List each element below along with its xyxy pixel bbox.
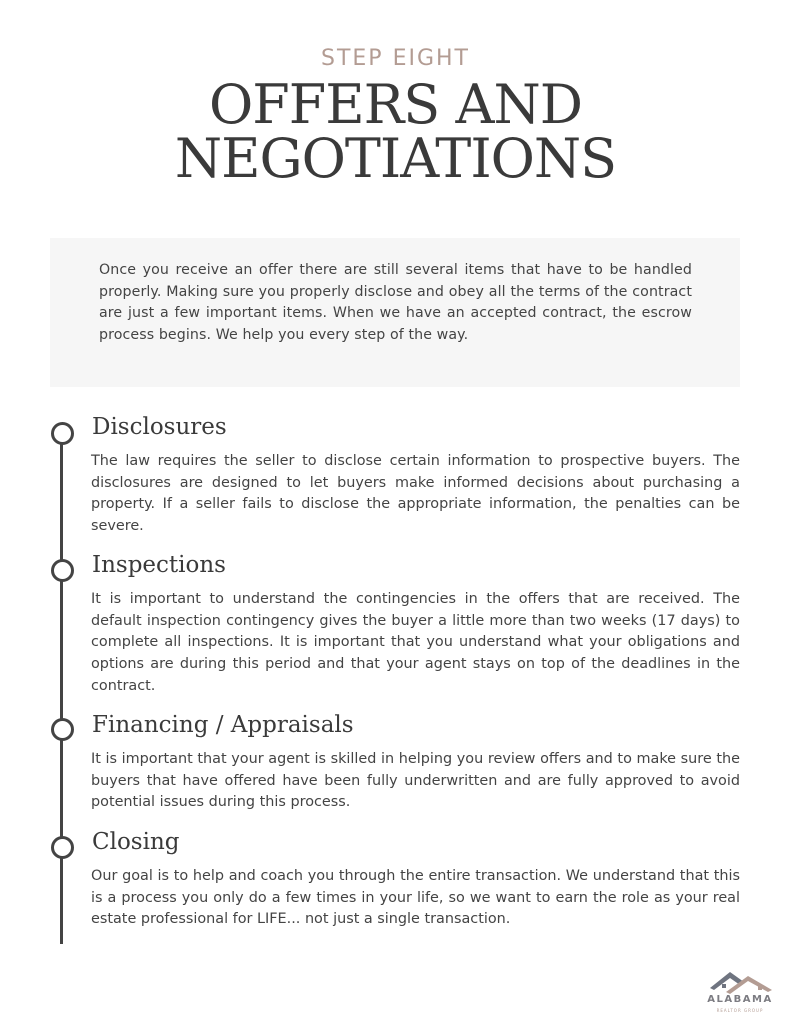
- timeline-node-icon: [51, 836, 74, 859]
- section-title-inspections: Inspections: [92, 552, 226, 578]
- logo-subtitle: REALTOR GROUP: [716, 1008, 764, 1013]
- title-line-1: OFFERS AND: [209, 73, 582, 136]
- timeline-node-icon: [51, 718, 74, 741]
- section-body-inspections: It is important to understand the contingencies in the offers that are received. The default inspection contingency gives the buyer a little more than two weeks (17 days) to complete all inspections. It is important that you understand what your obligations and options are during this period and that your agent stays on top of the deadlines in the contract.: [91, 591, 740, 694]
- step-label: STEP EIGHT: [321, 46, 470, 71]
- logo: [704, 968, 776, 1018]
- logo-name: ALABAMA: [707, 994, 773, 1005]
- timeline-line: [60, 442, 63, 944]
- section-body-financing: It is important that your agent is skilled in helping you review offers and to make sure the buyers that have offered have been fully underwritten and are fully approved to avoid potential issues during this process.: [91, 751, 740, 811]
- intro-text: Once you receive an offer there are still several items that have to be handled properly. Making sure you properly disclose and obey all the terms of the contract are just a few important items. When we have an accepted contract, the escrow process begins. We help you every step of the way.: [99, 262, 692, 343]
- section-title-financing: Financing / Appraisals: [92, 712, 354, 738]
- section-title-disclosures: Disclosures: [92, 414, 227, 440]
- section-body-disclosures: The law requires the seller to disclose certain information to prospective buyers. The disclosures are designed to let buyers make informed decisions about purchasing a property. If a seller fails to disclose the appropriate information, the penalties can be severe.: [91, 453, 740, 535]
- timeline-node-icon: [51, 422, 74, 445]
- section-body-closing: Our goal is to help and coach you through the entire transaction. We understand that this is a process you only do a few times in your life, so we want to earn the role as your real estate professional for LIFE... not just a single transaction.: [91, 868, 740, 928]
- section-title-closing: Closing: [92, 829, 180, 855]
- timeline-node-icon: [51, 559, 74, 582]
- title-line-2: NEGOTIATIONS: [174, 127, 617, 190]
- house-roof-icon: [704, 968, 776, 996]
- page-title: [0, 73, 791, 190]
